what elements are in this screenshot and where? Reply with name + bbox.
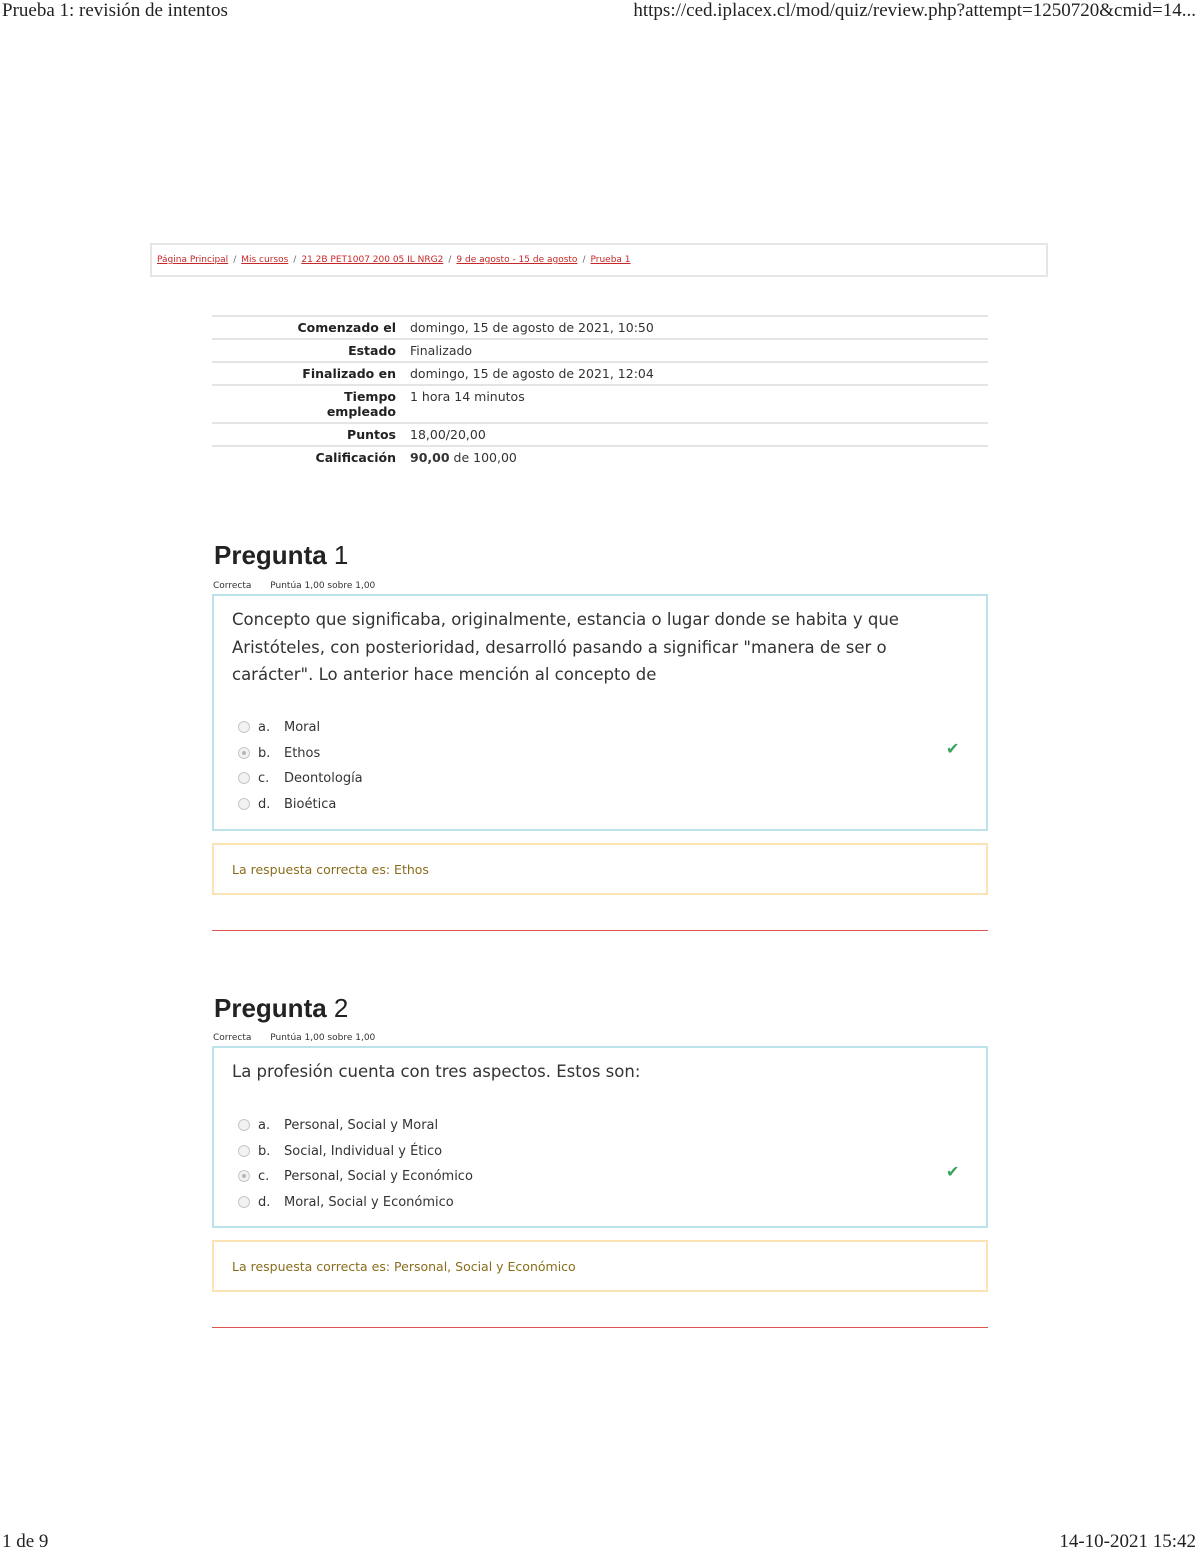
breadcrumb-separator: / <box>448 255 452 265</box>
print-header-title: Prueba 1: revisión de intentos <box>2 0 228 21</box>
print-footer-page: 1 de 9 <box>2 1531 49 1552</box>
summary-row-points <box>212 423 988 446</box>
summary-label: Estado <box>212 339 404 362</box>
question-1-box <box>212 594 988 831</box>
breadcrumb <box>150 243 1048 277</box>
option-letter: d. <box>258 1194 271 1210</box>
question-2-feedback: La respuesta correcta es: Personal, Social y Económico <box>212 1240 988 1292</box>
question-divider <box>212 930 988 931</box>
option-b[interactable] <box>238 743 320 763</box>
breadcrumb-separator: / <box>293 255 297 265</box>
option-letter: b. <box>258 745 271 761</box>
radio-button[interactable] <box>238 1145 250 1157</box>
option-c[interactable] <box>238 1166 473 1186</box>
summary-row-finished <box>212 362 988 385</box>
breadcrumb-quiz-link[interactable]: Prueba 1 <box>590 255 631 265</box>
print-footer-datetime: 14-10-2021 15:42 <box>1059 1531 1196 1552</box>
summary-label: Finalizado en <box>212 362 404 385</box>
question-1-title <box>214 540 348 571</box>
question-score: Puntúa 1,00 sobre 1,00 <box>270 581 376 591</box>
option-label: Moral, Social y Económico <box>284 1194 454 1210</box>
radio-button[interactable] <box>238 772 250 784</box>
option-letter: c. <box>258 1168 270 1184</box>
correct-check-icon: ✔ <box>946 739 960 758</box>
breadcrumb-course-link[interactable]: 21 2B PET1007 200 05 IL NRG2 <box>301 255 444 265</box>
question-1-text: Concepto que significaba, originalmente, estancia o lugar donde se habita y que Aristóteles, con posterioridad, desarrolló pasando a significar "manera de ser o carácter". Lo anterior hace mención al concepto de <box>232 610 899 684</box>
option-letter: a. <box>258 719 271 735</box>
question-number: 1 <box>333 540 349 570</box>
option-label: Social, Individual y Ético <box>284 1143 443 1159</box>
option-letter: d. <box>258 796 271 812</box>
option-c[interactable] <box>238 768 363 788</box>
question-1-meta <box>213 581 375 591</box>
option-label: Bioética <box>284 796 337 812</box>
question-2-meta <box>213 1033 375 1043</box>
summary-value <box>404 446 988 468</box>
breadcrumb-separator: / <box>582 255 586 265</box>
option-label: Moral <box>284 719 321 735</box>
radio-button-selected[interactable] <box>238 747 250 759</box>
summary-value: domingo, 15 de agosto de 2021, 10:50 <box>404 316 988 339</box>
option-label: Deontología <box>284 770 363 786</box>
summary-label: Comenzado el <box>212 316 404 339</box>
option-label: Personal, Social y Moral <box>284 1117 439 1133</box>
option-letter: c. <box>258 770 270 786</box>
breadcrumb-my-courses-link[interactable]: Mis cursos <box>241 255 289 265</box>
option-label: Ethos <box>284 745 321 761</box>
option-d[interactable] <box>238 794 336 814</box>
radio-button[interactable] <box>238 721 250 733</box>
question-1-feedback: La respuesta correcta es: Ethos <box>212 843 988 895</box>
radio-button-selected[interactable] <box>238 1170 250 1182</box>
question-word: Pregunta <box>214 540 327 570</box>
option-a[interactable] <box>238 717 320 737</box>
summary-value: domingo, 15 de agosto de 2021, 12:04 <box>404 362 988 385</box>
question-status: Correcta <box>213 1033 252 1043</box>
summary-label: Puntos <box>212 423 404 446</box>
attempt-summary-table <box>212 315 988 468</box>
summary-row-grade <box>212 446 988 468</box>
breadcrumb-home-link[interactable]: Página Principal <box>157 255 229 265</box>
question-2-box <box>212 1046 988 1228</box>
summary-label: Tiempo empleado <box>212 385 404 423</box>
summary-label: Calificación <box>212 446 404 468</box>
grade-max: de 100,00 <box>449 450 517 465</box>
print-header-url: https://ced.iplacex.cl/mod/quiz/review.php?attempt=1250720&cmid=14... <box>633 0 1196 21</box>
question-number: 2 <box>333 993 349 1023</box>
option-a[interactable] <box>238 1115 438 1135</box>
option-d[interactable] <box>238 1192 454 1212</box>
option-b[interactable] <box>238 1141 442 1161</box>
radio-button[interactable] <box>238 1119 250 1131</box>
option-letter: b. <box>258 1143 271 1159</box>
summary-row-started <box>212 316 988 339</box>
radio-button[interactable] <box>238 1196 250 1208</box>
question-word: Pregunta <box>214 993 327 1023</box>
breadcrumb-separator: / <box>233 255 237 265</box>
question-divider <box>212 1327 988 1328</box>
question-2-title <box>214 993 348 1024</box>
summary-row-time-taken <box>212 385 988 423</box>
option-label: Personal, Social y Económico <box>284 1168 473 1184</box>
summary-value: 1 hora 14 minutos <box>404 385 988 423</box>
question-status: Correcta <box>213 581 252 591</box>
summary-value: Finalizado <box>404 339 988 362</box>
question-score: Puntúa 1,00 sobre 1,00 <box>270 1033 376 1043</box>
summary-row-state <box>212 339 988 362</box>
option-letter: a. <box>258 1117 271 1133</box>
grade-value: 90,00 <box>410 450 450 465</box>
question-2-text: La profesión cuenta con tres aspectos. Estos son: <box>232 1062 641 1081</box>
summary-value: 18,00/20,00 <box>404 423 988 446</box>
correct-check-icon: ✔ <box>946 1162 960 1181</box>
breadcrumb-week-link[interactable]: 9 de agosto - 15 de agosto <box>456 255 578 265</box>
radio-button[interactable] <box>238 798 250 810</box>
